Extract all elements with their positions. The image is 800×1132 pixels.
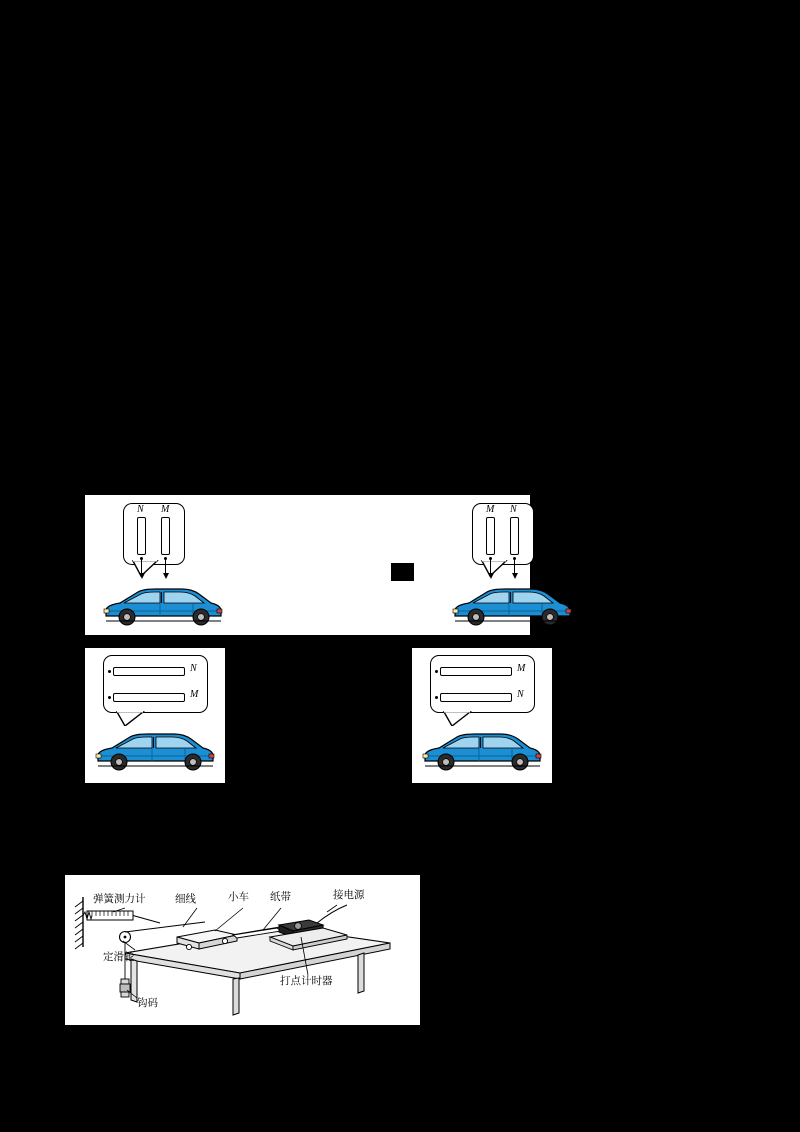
option-a-car [98,583,228,629]
option-c-meter-n [113,667,185,676]
option-d-label-m: M [517,663,526,674]
option-b-arrow-n [512,573,518,579]
option-a-arrow-n [139,573,145,579]
label-paper-tape: 纸带 [270,891,291,903]
option-a-meter-n [137,517,146,555]
label-power-supply: 接电源 [333,889,365,901]
option-d-meter-m [440,667,512,676]
option-c-label-m: M [190,689,199,700]
label-thin-string: 细线 [175,893,196,905]
option-b-car [447,583,577,629]
option-c-car [90,728,220,774]
option-a-meter-m [161,517,170,555]
option-a-figure [93,495,233,635]
option-b-figure [442,495,582,635]
label-weights: 钩码 [137,997,158,1009]
options-panel-top [85,495,530,635]
option-b-label-n: N [510,504,517,515]
option-b-meter-m [486,517,495,555]
divider-square [391,563,414,581]
option-c-meter-m [113,693,185,702]
option-c-label-n: N [190,663,197,674]
option-c-bubble-tail [103,704,173,726]
option-b-arrow-m [488,573,494,579]
option-a-bubble-tail [123,555,185,577]
option-a-label-m: M [161,504,170,515]
option-d-meter-n [440,693,512,702]
option-d-label-n: N [517,689,524,700]
options-panel-bottom-right [412,648,552,783]
option-d-bubble-tail [430,704,500,726]
options-panel-bottom-left [85,648,225,783]
option-d-car [417,728,547,774]
label-spring-scale: 弹簧测力计 [93,893,146,905]
label-timer: 打点计时器 [280,975,333,987]
option-b-label-m: M [486,504,495,515]
experiment-apparatus-panel [65,875,420,1025]
label-fixed-pulley: 定滑轮 [103,951,135,963]
label-cart: 小车 [228,891,249,903]
option-a-label-n: N [137,504,144,515]
option-b-bubble-tail [472,555,534,577]
option-a-arrow-m [163,573,169,579]
option-b-meter-n [510,517,519,555]
